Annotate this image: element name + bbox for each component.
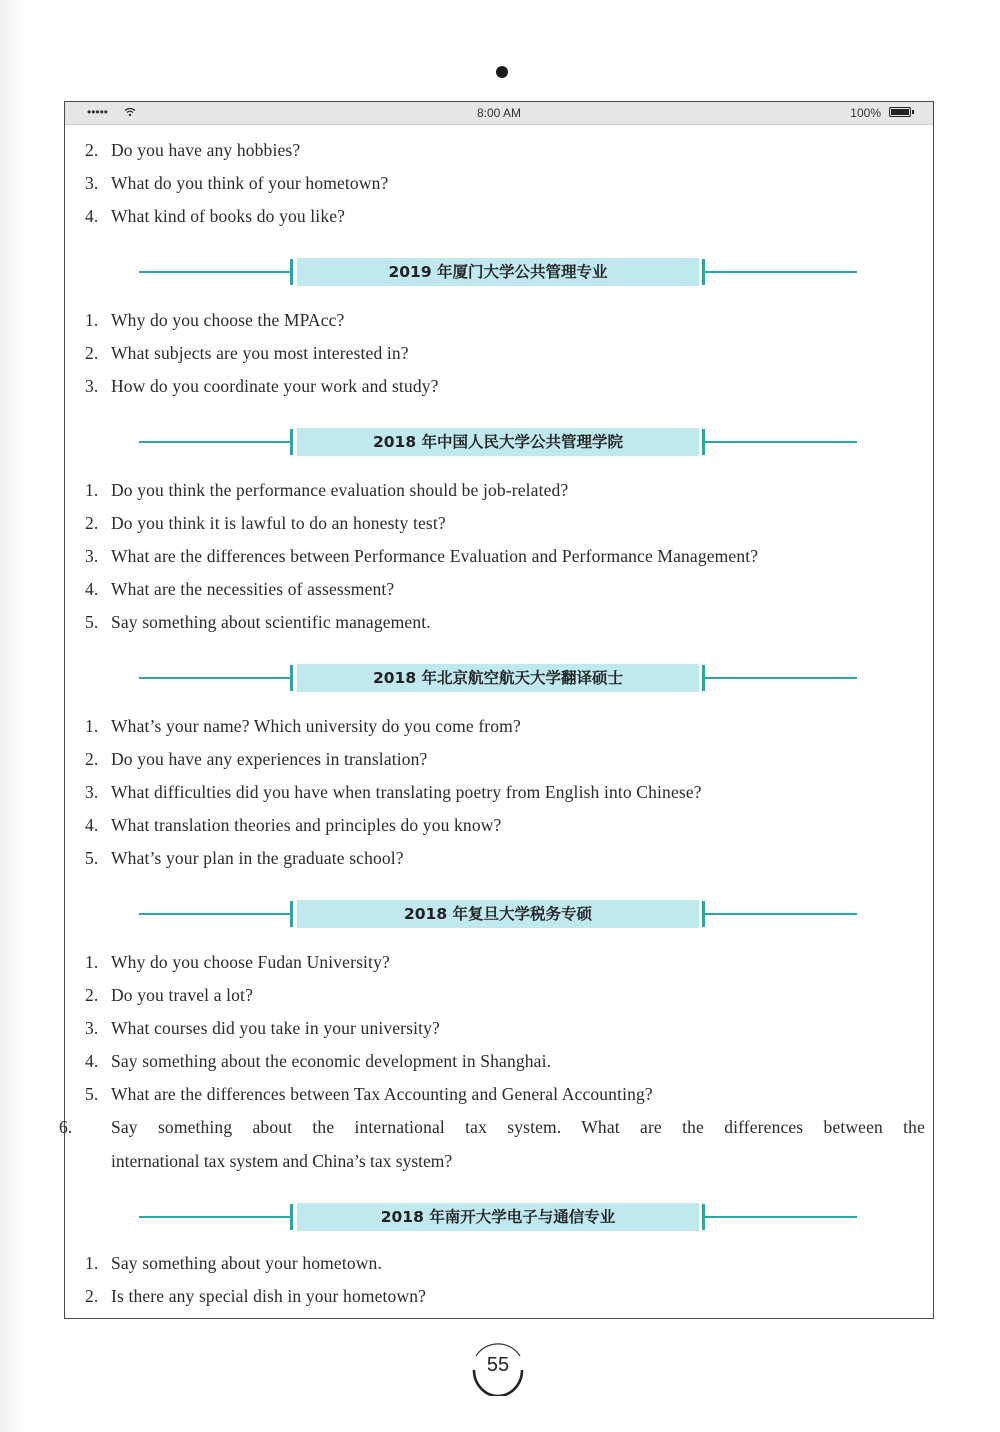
signal-strength-icon: ••••• (87, 105, 109, 119)
list-item: 4. Say something about the economic development in Shanghai. (85, 1051, 552, 1071)
list-item: 1. Say something about your hometown. (85, 1253, 382, 1273)
list-item: 3. What courses did you take in your university? (85, 1018, 440, 1038)
list-item: 1. Why do you choose the MPAcc? (85, 310, 345, 330)
list-item: 5. What are the differences between Tax Accounting and General Accounting? (85, 1084, 653, 1104)
list-item: 2. What subjects are you most interested in? (85, 343, 409, 363)
section-title: 2018 年北京航空航天大学翻译硕士 (297, 664, 699, 692)
list-item: 2. Do you have any experiences in translation? (85, 749, 428, 769)
list-item: 4. What are the necessities of assessment? (85, 579, 395, 599)
section-header (139, 257, 859, 287)
section-title: 2018 年复旦大学税务专硕 (297, 900, 699, 928)
battery-percentage: 100% (850, 106, 881, 120)
list-item: 4. What translation theories and principles do you know? (85, 815, 502, 835)
list-item: 5. Say something about scientific management. (85, 612, 431, 632)
tablet-frame (59, 101, 934, 1319)
section-title: 2019 年厦门大学公共管理专业 (297, 258, 699, 286)
list-item: 1. Do you think the performance evaluation should be job-related? (85, 480, 569, 500)
section-header (139, 663, 859, 693)
list-item: 3. What are the differences between Performance Evaluation and Performance Management? (85, 546, 759, 566)
page-number-badge (468, 1336, 528, 1396)
status-time: 8:00 AM (476, 106, 522, 120)
list-item: 2. Do you have any hobbies? (85, 140, 301, 160)
list-item-continuation: international tax system and China’s tax system? (111, 1151, 453, 1171)
list-item: 3. What do you think of your hometown? (85, 173, 389, 193)
page-number: 55 (486, 1354, 510, 1376)
list-item: 4. What kind of books do you like? (85, 206, 346, 226)
list-item: 2. Is there any special dish in your hometown? (85, 1286, 427, 1306)
section-title: 2018 年中国人民大学公共管理学院 (297, 428, 699, 456)
list-item: 2. Do you think it is lawful to do an honesty test? (85, 513, 446, 533)
section-title: 2018 年南开大学电子与通信专业 (297, 1203, 699, 1231)
section-header (139, 427, 859, 457)
list-item: 3. How do you coordinate your work and study? (85, 376, 439, 396)
page-content (59, 102, 933, 1318)
list-item: 5. What’s your plan in the graduate school? (85, 848, 404, 868)
page-edge-shadow (0, 0, 26, 1432)
list-item: 2. Do you travel a lot? (85, 985, 253, 1005)
section-header (139, 1202, 859, 1232)
list-item: 3. What difficulties did you have when translating poetry from English into Chinese? (85, 782, 702, 802)
tablet-camera-dot (496, 66, 508, 78)
list-item: 6. Say something about the international tax system. What are the differences between the (59, 1117, 925, 1137)
list-item: 1. What’s your name? Which university do you come from? (85, 716, 521, 736)
list-item: 1. Why do you choose Fudan University? (85, 952, 390, 972)
section-header (139, 899, 859, 929)
